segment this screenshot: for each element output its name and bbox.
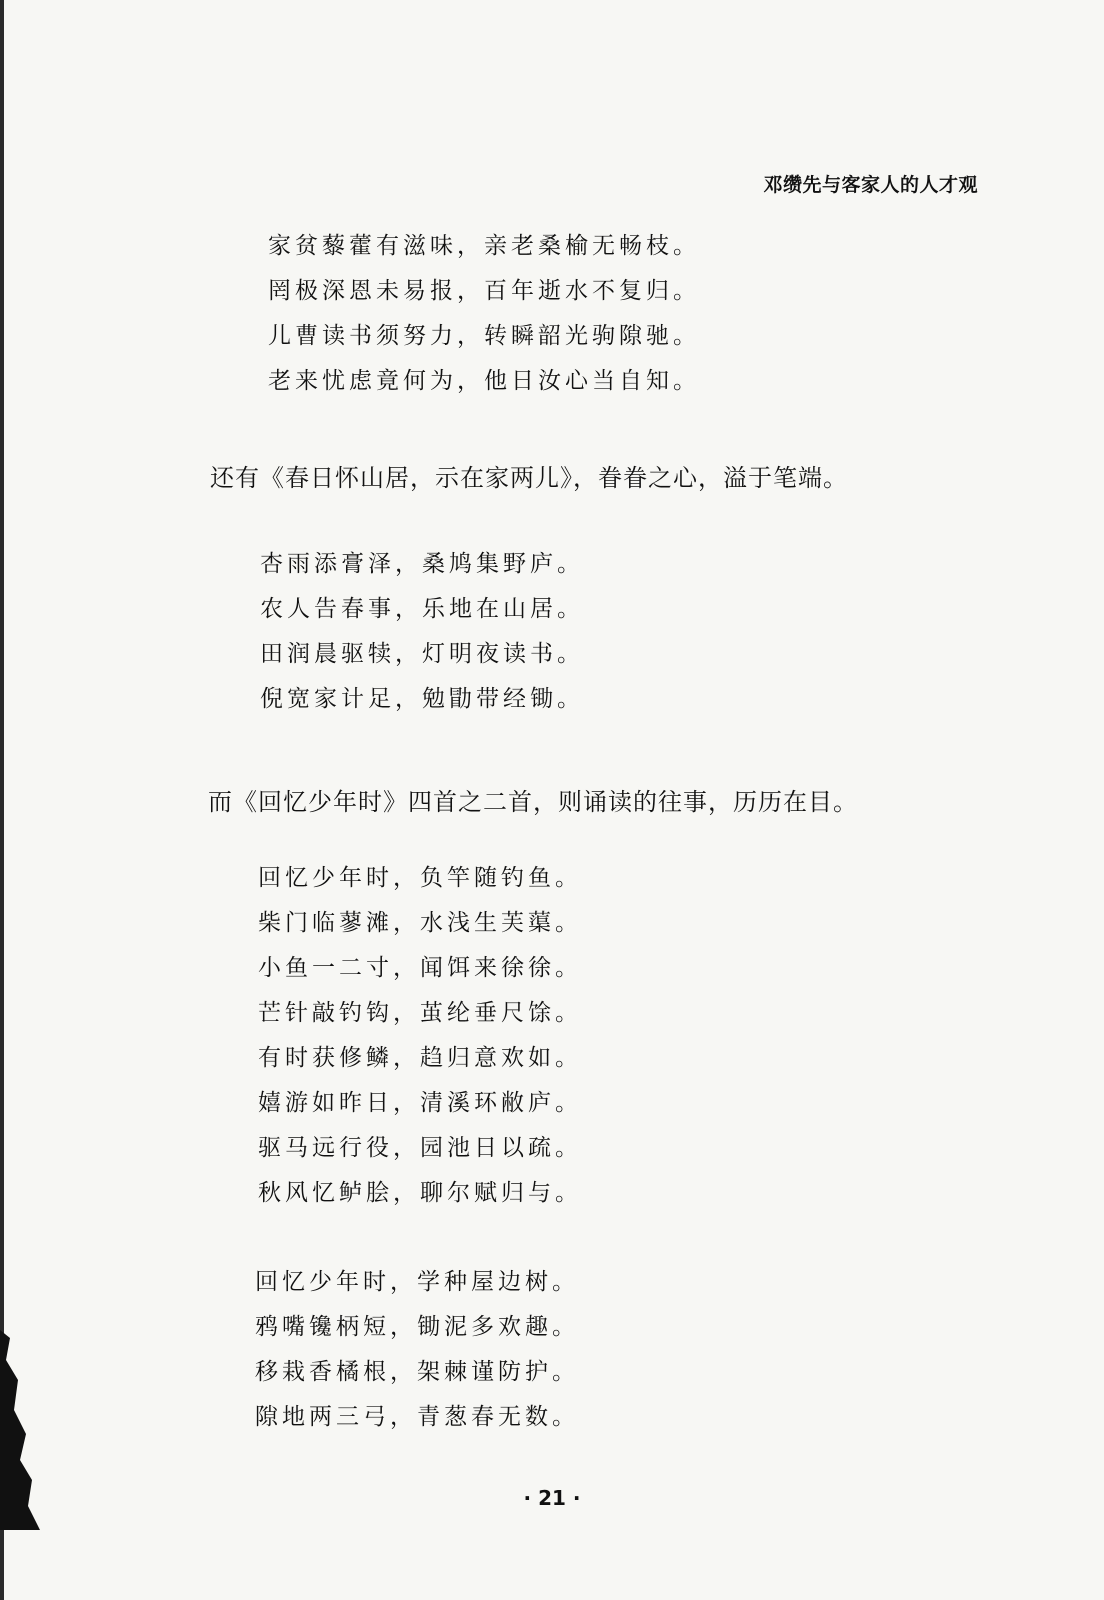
poem-block [268,224,700,404]
poem-line: 回忆少年时，负竿随钓鱼。 [258,865,582,891]
poem-line: 小鱼一二寸，闻饵来徐徐。 [258,955,582,981]
poem-line: 移栽香橘根，架棘谨防护。 [255,1359,579,1385]
poem-line: 老来忧虑竟何为，他日汝心当自知。 [268,368,700,394]
poem-line: 儿曹读书须努力，转瞬韶光驹隙驰。 [268,323,700,349]
poem-block [258,856,582,1216]
poem-line: 农人告春事，乐地在山居。 [260,596,584,622]
poem-line: 柴门临蓼滩，水浅生芙蕖。 [258,910,582,936]
page-number: · 21 · [523,1486,581,1510]
poem-line: 驱马远行役，园池日以疏。 [258,1135,582,1161]
poem-line: 家贫藜藿有滋味，亲老桑榆无畅枝。 [268,233,700,259]
running-head: 邓缵先与客家人的人才观 [763,174,978,196]
poem-line: 隙地两三弓，青葱春无数。 [255,1404,579,1430]
poem-line: 嬉游如昨日，清溪环敝庐。 [258,1090,582,1116]
poem-line: 回忆少年时，学种屋边树。 [255,1269,579,1295]
poem-line: 芒针敲钓钩，茧纶垂尺馀。 [258,1000,582,1026]
poem-line: 田润晨驱犊，灯明夜读书。 [260,641,584,667]
poem-line: 杏雨添膏泽，桑鸠集野庐。 [260,551,584,577]
body-paragraph: 还有《春日怀山居，示在家两儿》，眷眷之心，溢于笔端。 [210,464,848,492]
poem-line: 罔极深恩未易报，百年逝水不复归。 [268,278,700,304]
poem-block [260,542,584,722]
poem-block [255,1260,579,1440]
poem-line: 鸦嘴镵柄短，锄泥多欢趣。 [255,1314,579,1340]
body-paragraph: 而《回忆少年时》四首之二首，则诵读的往事，历历在目。 [208,788,858,816]
poem-line: 秋风忆鲈脍，聊尔赋归与。 [258,1180,582,1206]
poem-line: 有时获修鳞，趋归意欢如。 [258,1045,582,1071]
poem-line: 倪宽家计足，勉勖带经锄。 [260,686,584,712]
